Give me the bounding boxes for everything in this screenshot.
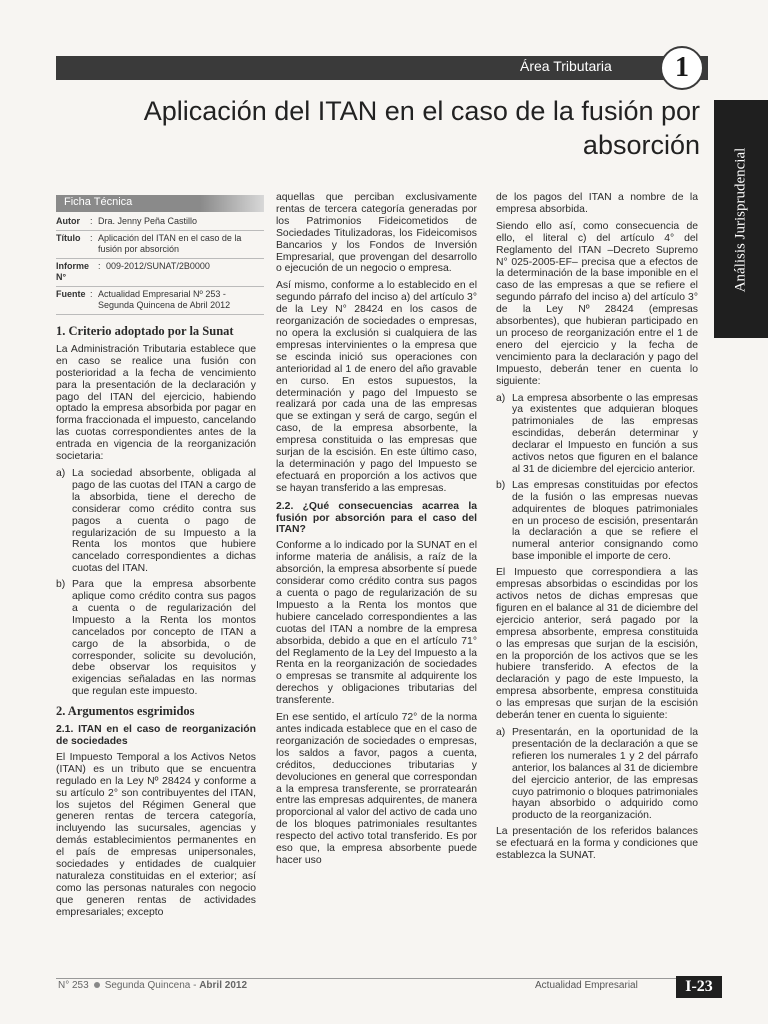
ficha-key: Título [56, 233, 81, 243]
list-item [496, 393, 698, 476]
publication-name: Actualidad Empresarial [535, 980, 638, 991]
footer-rule [56, 978, 708, 979]
issue-number: N° 253 [58, 980, 89, 991]
list-text: La sociedad absorbente, obligada al pago de las cuotas del ITAN a cargo de la absorbida, tiene el derecho de considerar como crédito contra sus pagos a cuenta o pago de regularización de su Impuesto a la Renta los montos que hubiere cancelado correspondientes a dichas cuotas del ITAN. [72, 467, 256, 575]
ficha-colon: : [98, 261, 101, 271]
ficha-value: 009-2012/SUNAT/2B0000 [106, 261, 210, 271]
ficha-key: Informe N° [56, 261, 90, 282]
list-item [56, 579, 256, 698]
column-3 [496, 192, 698, 867]
section-heading: 1. Criterio adoptado por la Sunat [56, 324, 234, 338]
list-marker: b) [56, 579, 66, 591]
side-tab-label: Análisis Jurisprudencial [732, 147, 749, 293]
list-item [56, 468, 256, 575]
list-marker: a) [496, 726, 506, 738]
ficha-row [56, 231, 264, 259]
paragraph: Así mismo, conforme a lo establecido en el segundo párrafo del inciso a) del artículo 3° de la Ley N° 28424 en los casos de reorganización de sociedades o empresas, no opera la exclusión si cualquiera de las empresas intervinientes o la empresa que se escinda inició sus operaciones con anterioridad al 1 de enero del año gravable en curso. En estos supuestos, la determinación y pago del Impuesto se realizará por cada una de las empresas que se extingan y será de cargo, según el caso, de la empresa absorbente, la empresa constituida o las empresas que surjan de la escisión. En este último caso, la determinación y pago del Impuesto se efectuará en proporción a los activos que se hayan transferido a las empresas. [276, 280, 477, 494]
ficha-key: Autor [56, 216, 80, 226]
paragraph: El Impuesto que correspondiera a las empresas absorbidas o escindidas por los activos netos de dichas empresas que figuren en el balance al 31 de diciembre del ejercicio anterior, será pagado por la empresa absorbente, empresa constituida o las empresas que surjan de la escisión, en la proporción de los activos que se les hubiere transferido. A efectos de la declaración y pago de este Impuesto, la empresa absorbente, empresa constituida o las empresas que surjan de la escisión deberán tener en cuenta lo siguiente: [496, 567, 698, 722]
ficha-value: Dra. Jenny Peña Castillo [98, 216, 198, 226]
paragraph: El Impuesto Temporal a los Activos Netos (ITAN) es un tributo que se encuentra regulado en la Ley Nº 28424 y conforme a su artículo 2° son contribuyentes del ITAN, los sujetos del Régimen General que generen rentas de tercera categoría, incluyendo las sucursales, agencias y demás establecimientos permanentes en el país de empresas unipersonales, sociedades y entidades de cualquier naturaleza constituidas en el exterior; así como las personas naturales con negocio que generen rentas de actividades empresariales; excepto [56, 751, 256, 918]
page-number: I-23 [676, 976, 722, 998]
subsection-heading: 2.1. ITAN en el caso de reorganización de sociedades [56, 724, 256, 747]
issue-month: Abril 2012 [199, 980, 248, 991]
chapter-number: 1 [660, 46, 704, 90]
footer-issue [58, 980, 247, 991]
subsection-heading: 2.2. ¿Qué consecuencias acarrea la fusión por absorción para el caso del ITAN? [276, 500, 477, 536]
ficha-colon: : [90, 216, 93, 226]
list-item [496, 727, 698, 822]
paragraph: Conforme a lo indicado por la SUNAT en el informe materia de análisis, a raíz de la absorción, la empresa absorbente sí puede considerar como crédito contra sus pagos a cuenta o pago de regularización de su Impuesto a la Renta los montos que hubiere cancelado correspondientes a las cuotas del ITAN a nombre de la empresa absorbida, debido a que en el artículo 71° del Reglamento de la Ley del Impuesto a la Renta en la reorganización de sociedades o empresas se transmite al adquirente los derechos y obligaciones tributarias del transferente. [276, 540, 477, 707]
list-text: Las empresas constituidas por efectos de la fusión o las empresas nuevas adquirentes de bloques patrimoniales en un proceso de escisión, presentarán la declaración a que se refiere el numeral anterior consignando como base imponible el importe de cero. [512, 479, 698, 563]
ficha-row [56, 214, 264, 231]
paragraph: La Administración Tributaria establece que en caso se realice una fusión con posterioridad a la fecha de vencimiento para la presentación de la declaración y pago del ITAN del ejercicio, habiendo optado la empresa absorbida por pagar en forma fraccionada el impuesto, cancelando las cuotas correspondientes antes de la entrada en vigencia de la reorganización societaria: [56, 343, 256, 463]
list-marker: b) [496, 479, 506, 491]
ficha-key: Fuente [56, 289, 86, 299]
paragraph: La presentación de los referidos balances se efectuará en la forma y condiciones que establezca la SUNAT. [496, 826, 698, 862]
column-2 [276, 192, 477, 872]
list-marker: a) [56, 467, 66, 479]
ficha-heading: Ficha Técnica [64, 196, 133, 208]
list-text: La empresa absorbente o las empresas ya existentes que adquieran bloques patrimoniales de las empresas escindidas, deberán determinar y declarar el Impuesto en función a sus activos netos que figuren en el balance al 31 de diciembre del ejercicio anterior. [512, 392, 698, 475]
list-item [496, 480, 698, 563]
list-text: Presentarán, en la oportunidad de la presentación de la declaración a que se refieren los numerales 1 y 2 del párrafo anterior, los balances al 31 de diciembre del ejercicio anterior, de las empresas cuyo patrimonio o bloques patrimoniales hayan absorbido o adquirido como producto de la reorganización. [512, 726, 698, 822]
ficha-value: Aplicación del ITAN en el caso de la fusión por absorción [98, 233, 242, 254]
ficha-row [56, 287, 264, 315]
ficha-colon: : [90, 233, 93, 243]
section-heading: 2. Argumentos esgrimidos [56, 704, 195, 719]
section-label: Área Tributaria [520, 58, 612, 74]
ficha-tecnica [56, 214, 264, 315]
column-1 [56, 318, 256, 924]
ficha-colon: : [90, 289, 93, 299]
ficha-row [56, 259, 264, 287]
paragraph: de los pagos del ITAN a nombre de la empresa absorbida. [496, 192, 698, 215]
ficha-header-shade [200, 195, 264, 212]
paragraph: En ese sentido, el artículo 72° de la norma antes indicada establece que en el caso de reorganización de sociedades o empresas, los saldos a favor, pagos a cuenta, créditos, deducciones tributarias y devoluciones en general que correspondan a la empresa transferente, se prorratearán entre las empresas adquirentes, de manera proporcional al valor del activo de cada uno de los bloques patrimoniales resultantes respecto del activo total transferido. Es por eso que, la empresa absorbente puede hacer uso [276, 712, 477, 866]
article-title: Aplicación del ITAN en el caso de la fusión por absorción [143, 96, 700, 160]
ficha-value: Actualidad Empresarial Nº 253 - Segunda Quincena de Abril 2012 [98, 289, 231, 310]
paragraph: Siendo ello así, como consecuencia de ello, el literal c) del artículo 4° del Reglamento del ITAN –Decreto Supremo N° 025-2005-EF– precisa que a efectos de la determinación de la base imponible en el caso de las empresas a que se refiere el segundo párrafo del inciso a) del artículo 3° de la Ley Nº 28424 (empresas absorbentes), que hubieran participado en un proceso de reorganización entre el 1 de enero del ejercicio y la fecha de vencimiento para la declaración y pago del Impuesto, deberán tener en cuenta lo siguiente: [496, 220, 698, 387]
list-text: Para que la empresa absorbente aplique como crédito contra sus pagos a cuenta o de regularización del Impuesto a la Renta los montos cancelados por concepto de ITAN a cargo de la absorbida, o de corresponder, solicite su devolución, debe observar los requisitos y exigencias señaladas en las normas que regulan este impuesto. [72, 579, 256, 698]
issue-period: Segunda Quincena - [104, 980, 197, 991]
list-marker: a) [496, 392, 506, 404]
paragraph: aquellas que perciban exclusivamente rentas de tercera categoría generadas por los Patrimonios Fideicometidos de Sociedades Titulizadoras, los Fideicomisos Bancarios y los Fondos de Inversión Empresarial, que provengan del desarrollo o ejecución de un negocio o empresa. [276, 192, 477, 275]
bullet-icon [94, 982, 100, 988]
